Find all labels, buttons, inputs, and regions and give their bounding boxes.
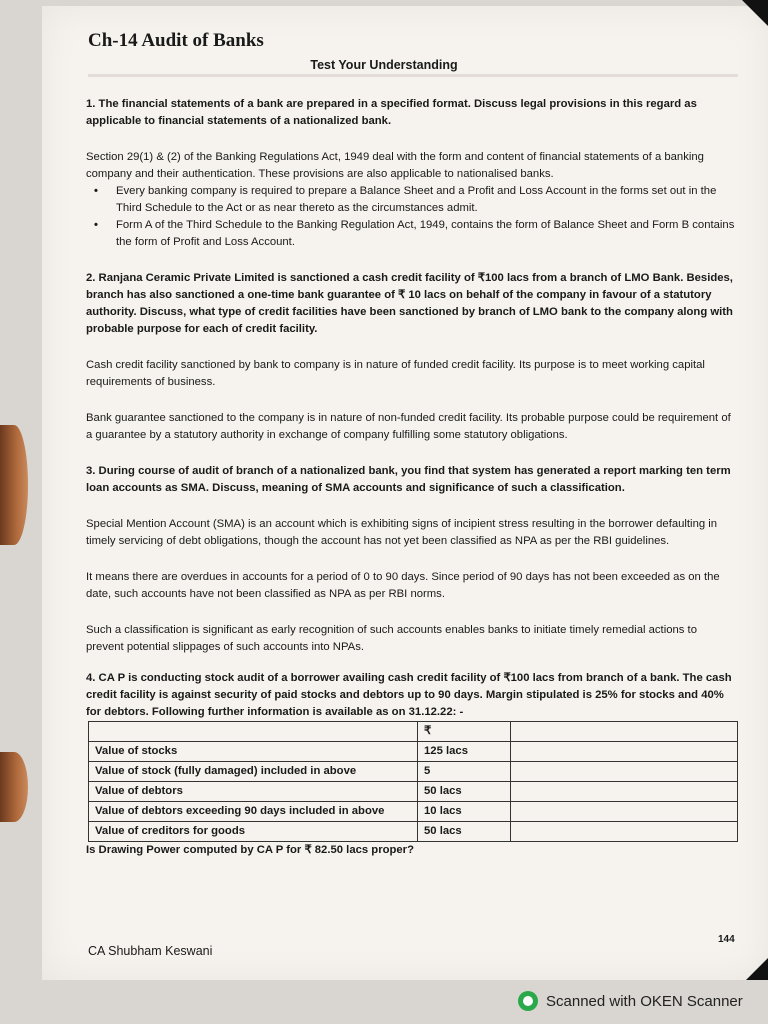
table-row xyxy=(89,742,738,762)
table-empty-cell xyxy=(511,822,738,842)
table-row xyxy=(89,782,738,802)
row-label: Value of stocks xyxy=(89,742,418,762)
chapter-title: Ch-14 Audit of Banks xyxy=(88,30,264,51)
oken-scanner-logo-icon xyxy=(518,991,538,1011)
table-row xyxy=(89,762,738,782)
page-number: 144 xyxy=(718,934,735,945)
question-4-closing: Is Drawing Power computed by CA P for ₹ 82.50 lacs proper? xyxy=(86,844,414,856)
row-label: Value of stock (fully damaged) included in above xyxy=(89,762,418,782)
table-header-row xyxy=(89,722,738,742)
row-value: 125 lacs xyxy=(418,742,511,762)
answer-1-bullets xyxy=(86,183,736,251)
row-label: Value of debtors exceeding 90 days included in above xyxy=(89,802,418,822)
answer-3-overdues: It means there are overdues in accounts for a period of 0 to 90 days. Since period of 90 days has not been exceeded as on the date, such accounts have not been classified as NPA as per RBI norms. xyxy=(86,571,720,600)
stock-details-table xyxy=(88,721,738,842)
row-value: 50 lacs xyxy=(418,782,511,802)
page-corner-shadow xyxy=(742,0,768,26)
answer-2-funded: Cash credit facility sanctioned by bank to company is in nature of funded credit facility. Its purpose is to meet working capital requirements of business. xyxy=(86,359,705,388)
question-4: 4. CA P is conducting stock audit of a borrower availing cash credit facility of ₹100 lacs from branch of a bank. The cash credit facility is against security of paid stocks and debtors up to 90 days. Margin stipulated is 25% for stocks and 40% for debtors. Following further information is available as on 31.12.22: - xyxy=(86,672,732,718)
question-1: 1. The financial statements of a bank are prepared in a specified format. Discuss legal provisions in this regard as applicable to financial statements of a nationalized bank. xyxy=(86,98,697,127)
table-row xyxy=(89,802,738,822)
row-value: 5 xyxy=(418,762,511,782)
bullet-item: • Form A of the Third Schedule to the Banking Regulation Act, 1949, contains the form of Balance Sheet and Form B contains the form of Profit and Loss Account. xyxy=(116,217,736,251)
finger-edge xyxy=(0,425,28,545)
answer-3-meaning: Special Mention Account (SMA) is an account which is exhibiting signs of incipient stress resulting in the borrower defaulting in timely servicing of debt obligations, though the account has not yet been classified as NPA as per the RBI guidelines. xyxy=(86,518,718,547)
header-divider xyxy=(88,74,738,77)
answer-2-nonfunded: Bank guarantee sanctioned to the company is in nature of non-funded credit facility. Its probable purpose could be requirement of a guarantee by a statutory authority in exchange of company fulfilling some statutory obligations. xyxy=(86,412,731,441)
footer-author: CA Shubham Keswani xyxy=(88,944,213,958)
table-empty-cell xyxy=(511,722,738,742)
table-empty-cell xyxy=(511,802,738,822)
question-3: 3. During course of audit of branch of a nationalized bank, you find that system has generated a report marking ten term loan accounts as SMA. Discuss, meaning of SMA accounts and significance of such a classification. xyxy=(86,465,731,494)
row-value: 10 lacs xyxy=(418,802,511,822)
scanner-watermark-text: Scanned with OKEN Scanner xyxy=(546,992,743,1010)
question-2: 2. Ranjana Ceramic Private Limited is sanctioned a cash credit facility of ₹100 lacs from a branch of LMO Bank. Besides, branch has also sanctioned a one-time bank guarantee of ₹ 10 lacs on behalf of the company in favour of a statutory authority. Discuss, what type of credit facilities have been sanctioned by branch of LMO bank to the company along with probable purpose for each of credit facility. xyxy=(86,272,733,335)
table-empty-cell xyxy=(511,782,738,802)
table-header-cell: ₹ xyxy=(418,722,511,742)
section-title: Test Your Understanding xyxy=(310,58,458,72)
table-row xyxy=(89,822,738,842)
table-empty-cell xyxy=(511,742,738,762)
main-content xyxy=(86,96,736,859)
row-label: Value of debtors xyxy=(89,782,418,802)
row-label: Value of creditors for goods xyxy=(89,822,418,842)
finger-edge xyxy=(0,752,28,822)
answer-1-intro: Section 29(1) & (2) of the Banking Regulations Act, 1949 deal with the form and content of financial statements of a banking company and their authentication. These provisions are also applicable to nationalised banks. xyxy=(86,151,704,180)
table-header-cell xyxy=(89,722,418,742)
answer-3-significance: Such a classification is significant as early recognition of such accounts enables banks to initiate timely remedial actions to prevent potential slippages of such accounts into NPAs. xyxy=(86,624,697,653)
row-value: 50 lacs xyxy=(418,822,511,842)
page-corner-shadow-bottom xyxy=(746,958,768,980)
table-empty-cell xyxy=(511,762,738,782)
bullet-item: • Every banking company is required to prepare a Balance Sheet and a Profit and Loss Account in the forms set out in the Third Schedule to the Act or as near thereto as the circumstances admit. xyxy=(116,183,736,217)
scanner-watermark xyxy=(518,990,743,1012)
